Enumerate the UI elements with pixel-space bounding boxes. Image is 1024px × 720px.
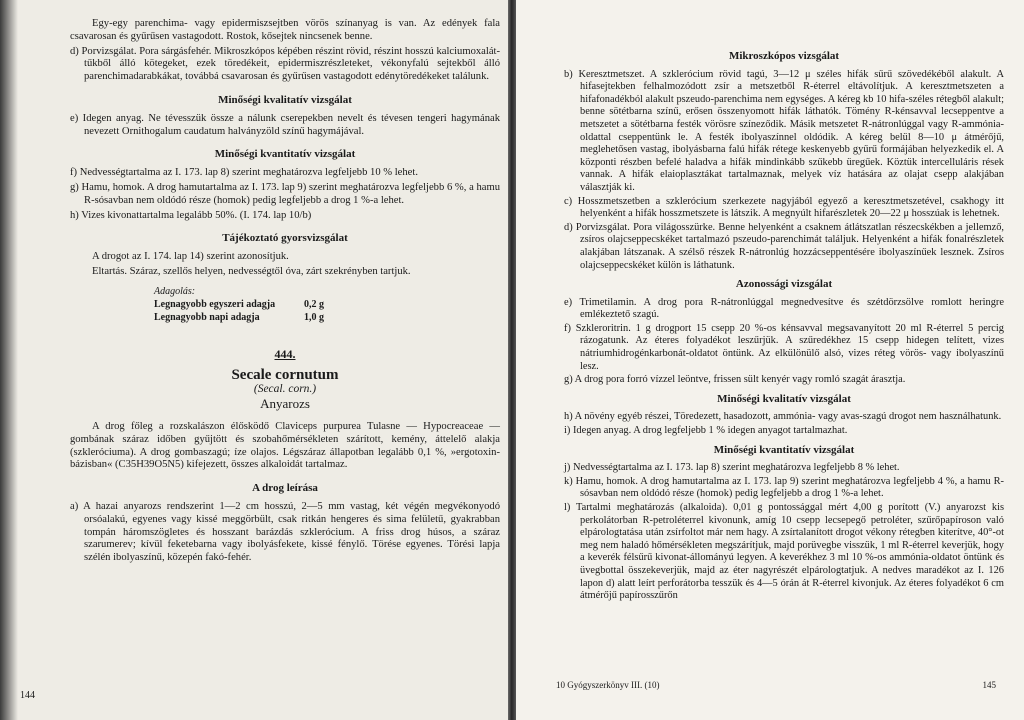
item-k-ash: k) Hamu, homok. A drog hamutartalma az I. 173. lap 9) szerint meghatározva legfeljebb 4 %, a hamu R-sósavban nem oldódó része (homok) pedig legfeljebb a drog 1 %-a lehet. [564, 475, 1004, 500]
right-page-content [564, 44, 1004, 604]
paragraph-top: Egy-egy parenchima- vagy epidermiszsejtben vörös színanyag is van. Az edények fala csavarosan és gyűrűsen vastagodott. Rostok, kősejtek nincsenek benne. [70, 18, 500, 42]
item-e-foreign: e) Idegen anyag. Ne tévesszük össze a nálunk cserepekben nevelt és tévesen tengeri hagymának nevezett Ornithogalum caudatum halványzöld színű hagymájával. [70, 112, 500, 137]
dose-single-value: 0,2 g [304, 298, 324, 310]
item-d-powder: d) Porvizsgálat. Pora sárgásfehér. Mikroszkópos képében részint rövid, részint hosszú kalciumoxalát-tűkből álló kötegeket, ezek töredékeit, epidermiszrészleteket, vékonyfalú sejtekből álló parenchimadarabkákat, továbbá csavarosan és gyűrűsen vastagodott edénytöredékeket találunk. [70, 45, 500, 83]
item-d-powder: d) Porvizsgálat. Pora világosszürke. Benne helyenként a csaknem átlátszatlan részecskékben a jellemző, zsíros olajcseppecskéket tartalmazó pszeudo-parenchimát találjuk. Helyenként a hifák fonalrészletek alakjában látszanak. A szélső részek R-nátronlúg hozzácseppentésére ibolyaszínűek lesznek. Zsíros olajcseppecskéket külön is láthatunk. [564, 221, 1004, 271]
monograph-number: 444. [274, 346, 296, 361]
monograph-title-hungarian: Anyarozs [260, 396, 310, 412]
dosage-block [154, 285, 500, 324]
item-g-smell: g) A drog pora forró vízzel leöntve, frissen sült kenyér vagy romló szagát árasztja. [564, 374, 906, 386]
test-text: A drogot az I. 174. lap 14) szerint azonosítjuk. [92, 251, 289, 263]
page-number-left: 144 [20, 690, 35, 701]
item-j-moisture: j) Nedvességtartalma az I. 173. lap 8) szerint meghatározva legfeljebb 8 % lehet. [564, 462, 900, 474]
item-e-trimethylamine: e) Trimetilamin. A drog pora R-nátronlúggal megnedvesítve és szétdörzsölve romlott heringre emlékeztető szagú. [564, 296, 1004, 321]
item-c-longitudinal: c) Hosszmetszetben a szklerócium szerkezete nagyjából egyező a keresztmetszetével, csakhogy itt helyenként a hifák hosszmetszete is látszik. A megnyúlt hifarészletek 20—22 μ hosszúak is lehetnek. [564, 195, 1004, 220]
heading-qualitative: Minőségi kvalitatív vizsgálat [218, 93, 352, 106]
heading-identity: Azonossági vizsgálat [735, 278, 833, 291]
item-i-foreign: i) Idegen anyag. A drog legfeljebb 1 % idegen anyagot tartalmazhat. [564, 425, 848, 437]
dose-single-row [154, 298, 500, 311]
heading-description: A drog leírása [252, 482, 318, 495]
book-gutter [508, 0, 516, 720]
item-g-ash: g) Hamu, homok. A drog hamutartalma az I. 173. lap 9) szerint meghatározva legfeljebb 6 %, a hamu R-sósavban nem oldódó része (homok) pedig legfeljebb a drog 1 %-a lehet. [70, 181, 500, 206]
left-page-content [70, 18, 500, 567]
left-page [0, 0, 508, 720]
footer-signature: 10 Gyógyszerkönyv III. (10) [556, 680, 660, 690]
intro-paragraph: A drog főleg a rozskalászon élősködő Claviceps purpurea Tulasne — Hypocreaceae — gombának száraz időben gyűjtött és szobahőmérsékleten szárított, kemény, áttelelő alakja (szkleróciuma). A drog gombaszagú; íze olajos. Légszáraz állapotban legalább 0,1 %, »ergotoxin-bázisban« (C35H39O5N5) kifejezett, összes alkaloidát tartalmaz. [70, 420, 500, 471]
item-f-moisture: f) Nedvességtartalma az I. 173. lap 8) szerint meghatározva legfeljebb 10 % lehet. [70, 167, 418, 179]
dose-daily-label: Legnagyobb napi adagja [154, 311, 260, 323]
monograph-title-synonym: (Secal. corn.) [253, 383, 317, 396]
heading-qualitative: Minőségi kvalitatív vizsgálat [717, 392, 851, 405]
heading-quick-test: Tájékoztató gyorsvizsgálat [222, 232, 348, 245]
dose-single-label: Legnagyobb egyszeri adagja [154, 298, 276, 310]
left-page-shadow [0, 0, 18, 720]
dosage-label: Adagolás: [154, 285, 196, 297]
heading-microscopic: Mikroszkópos vizsgálat [728, 50, 840, 62]
monograph-title-latin: Secale cornutum [231, 366, 339, 383]
footer-right [556, 680, 996, 690]
page-number-right: 145 [982, 680, 996, 690]
heading-quantitative: Minőségi kvantitatív vizsgálat [713, 443, 855, 456]
item-l-assay: l) Tartalmi meghatározás (alkaloida). 0,01 g pontossággal mért 4,00 g porított (V.) anyarozst kis perkolátorban R-petroléterrel kivonunk, amíg 10 csepp lecsepegő petroléter, szűrőpapíroson való elpárologtatása után zsírfoltot már nem hagy. A zsírtalanított drogot vékony rétegben kiterítve, 40°-ot meg nem haladó hőmérsékleten megszárítjuk, majd porüvegbe visszük, 1 ml R-éterrel keverjük, hogy a keverék félsűrű kivonat-állományú legyen. A keverékhez 3 ml 10 %-os ammónia-oldatot öntünk és üvegbottal összekeverjük, majd az éter nagyrészét elpárologtatjuk. A nedves maradékot az I. 126 lapon d) alatt leírt perforátorba tesszük és 4—5 órán át R-éterrel kivonjuk. Az éteres folyadékot 6 cm átmérőjű papírosszűrőn [564, 502, 1004, 602]
right-page [516, 0, 1024, 720]
dose-daily-value: 1,0 g [304, 311, 324, 323]
item-h-plant-parts: h) A növény egyéb részei, Töredezett, hasadozott, ammónia- vagy avas-szagú drogot nem használhatunk. [564, 411, 1002, 423]
item-h-extract: h) Vizes kivonattartalma legalább 50%. (I. 174. lap 10/b) [70, 209, 312, 221]
dose-daily-row [154, 311, 500, 324]
heading-quantitative: Minőségi kvantitatív vizsgálat [214, 148, 356, 161]
storage-text: Eltartás. Száraz, szellős helyen, nedvességtől óva, zárt szekrényben tartjuk. [92, 265, 411, 277]
item-b-cross-section: b) Keresztmetszet. A szklerócium rövid tagú, 3—12 μ széles hifák sűrű szövedékéből alakult. A hifasejtekben felhalmozódott zsír a metszetből R-éterrel eltávolítjuk. A keresztmetszeten a hifafonadékból alakult pszeudo-parenchima nem egységes. A kéreg kb 10 hifa-széles rétegből alakult; benne sötétbarna színű, erősen összenyomott hifák láthatók. Tömény R-kénsavval lecseppentve a metszetet a sötétbarna festék vörösre színeződik. Másik metszetet R-nátronlúggal vagy R-ammónia-oldattal cseppentünk le. A festék ibolyaszínnel oldódik. A kéreg belül 8—10 μ átmérőjű, meglehetősen vastag, ibolyásbarna falú hifák rétege keskenyebb gyűrű formájában helyezkedik el. A központi részben befelé haladva a hifák mindinkább szűkebb üregűek. Köztük intercelluláris rések vannak. A hifák elaioplasztákat tartalmaznak, melyek víz hatására az olajat csepp alakjában választják ki. [564, 68, 1004, 193]
item-a-description: a) A hazai anyarozs rendszerint 1—2 cm hosszú, 2—5 mm vastag, két végén megvékonyodó orsóalakú, egyenes vagy kissé meggörbült, csak ritkán hengeres és sima felületű, gyakrabban tompán háromszögletes és hosszant barázdás szklerócium. A friss drog húsos, a száraz szarumerev; kívül feketebarna vagy ibolyásfekete, kissé fénylő. Törése egyenes. Törési lapja szélén ibolyaszínű, közepén fakó-fehér. [70, 500, 500, 564]
item-f-scleroerythrin: f) Szkleroritrin. 1 g drogport 15 csepp 20 %-os kénsavval megsavanyított 20 ml R-éterrel 5 percig rázogatunk. Az éteres folyadékot leszűrjük. A szűredékhez 15 csepp hidegen telített, vizes nátriumhidrogénkarbonát-oldatot öntünk. Az elkülönülő alsó, vizes réteg vörös- vagy ibolyaszínű lesz. [564, 322, 1004, 372]
